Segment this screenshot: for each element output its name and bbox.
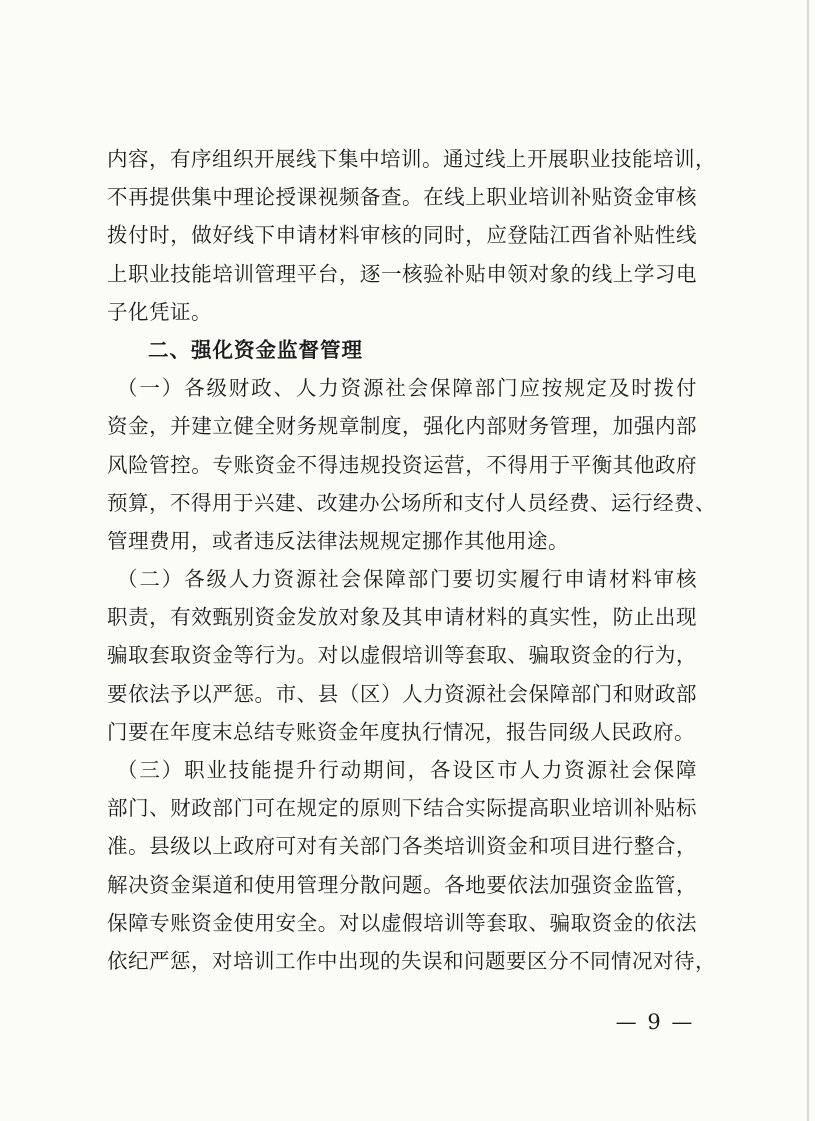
paragraph-2-line-5: 门要在年度末总结专账资金年度执行情况，报告同级人民政府。 — [107, 719, 695, 744]
text-line-5: 子化凭证。 — [107, 299, 212, 324]
paragraph-2-line-1: （二）各级人力资源社会保障部门要切实履行申请材料审核 — [117, 567, 697, 592]
paragraph-3-line-1: （三）职业技能提升行动期间，各设区市人力资源社会保障 — [117, 758, 697, 782]
paragraph-3-line-6: 依纪严惩，对培训工作中出现的失误和问题要区分不同情况对待， — [107, 948, 716, 973]
text-line-2: 不再提供集中理论授课视频备查。在线上职业培训补贴资金审核 — [107, 185, 697, 210]
paragraph-2-line-2: 职责，有效甄别资金发放对象及其申请材料的真实性，防止出现 — [107, 605, 697, 630]
paragraph-2-line-3: 骗取套取资金等行为。对以虚假培训等套取、骗取资金的行为， — [107, 643, 697, 668]
paragraph-1-line-2: 资金，并建立健全财务规章制度，强化内部财务管理，加强内部 — [107, 414, 697, 439]
section-heading: 二、强化资金监督管理 — [148, 337, 363, 362]
page-number: — 9 — — [615, 1010, 695, 1034]
paragraph-1-line-1: （一）各级财政、人力资源社会保障部门应按规定及时拨付 — [117, 376, 697, 401]
page-edge-shadow — [807, 0, 809, 1121]
paragraph-1-line-4: 预算，不得用于兴建、改建办公场所和支付人员经费、运行经费、 — [107, 490, 716, 515]
text-line-4: 上职业技能培训管理平台，逐一核验补贴申领对象的线上学习电 — [107, 261, 697, 286]
paragraph-1-line-5: 管理费用，或者违反法律法规规定挪作其他用途。 — [107, 528, 569, 553]
paragraph-3-line-4: 解决资金渠道和使用管理分散问题。各地要依法加强资金监管， — [107, 872, 697, 897]
paragraph-3-line-3: 准。县级以上政府可对有关部门各类培训资金和项目进行整合， — [107, 834, 697, 859]
paragraph-2-line-4: 要依法予以严惩。市、县（区）人力资源社会保障部门和财政部 — [107, 681, 697, 706]
text-line-1: 内容，有序组织开展线下集中培训。通过线上开展职业技能培训， — [107, 147, 716, 171]
text-line-3: 拨付时，做好线下申请材料审核的同时，应登陆江西省补贴性线 — [107, 223, 697, 248]
paragraph-3-line-5: 保障专账资金使用安全。对以虚假培训等套取、骗取资金的依法 — [107, 910, 697, 935]
paragraph-1-line-3: 风险管控。专账资金不得违规投资运营，不得用于平衡其他政府 — [107, 452, 697, 477]
document-body — [107, 140, 716, 980]
paragraph-3-line-2: 部门、财政部门可在规定的原则下结合实际提高职业培训补贴标 — [107, 796, 697, 821]
